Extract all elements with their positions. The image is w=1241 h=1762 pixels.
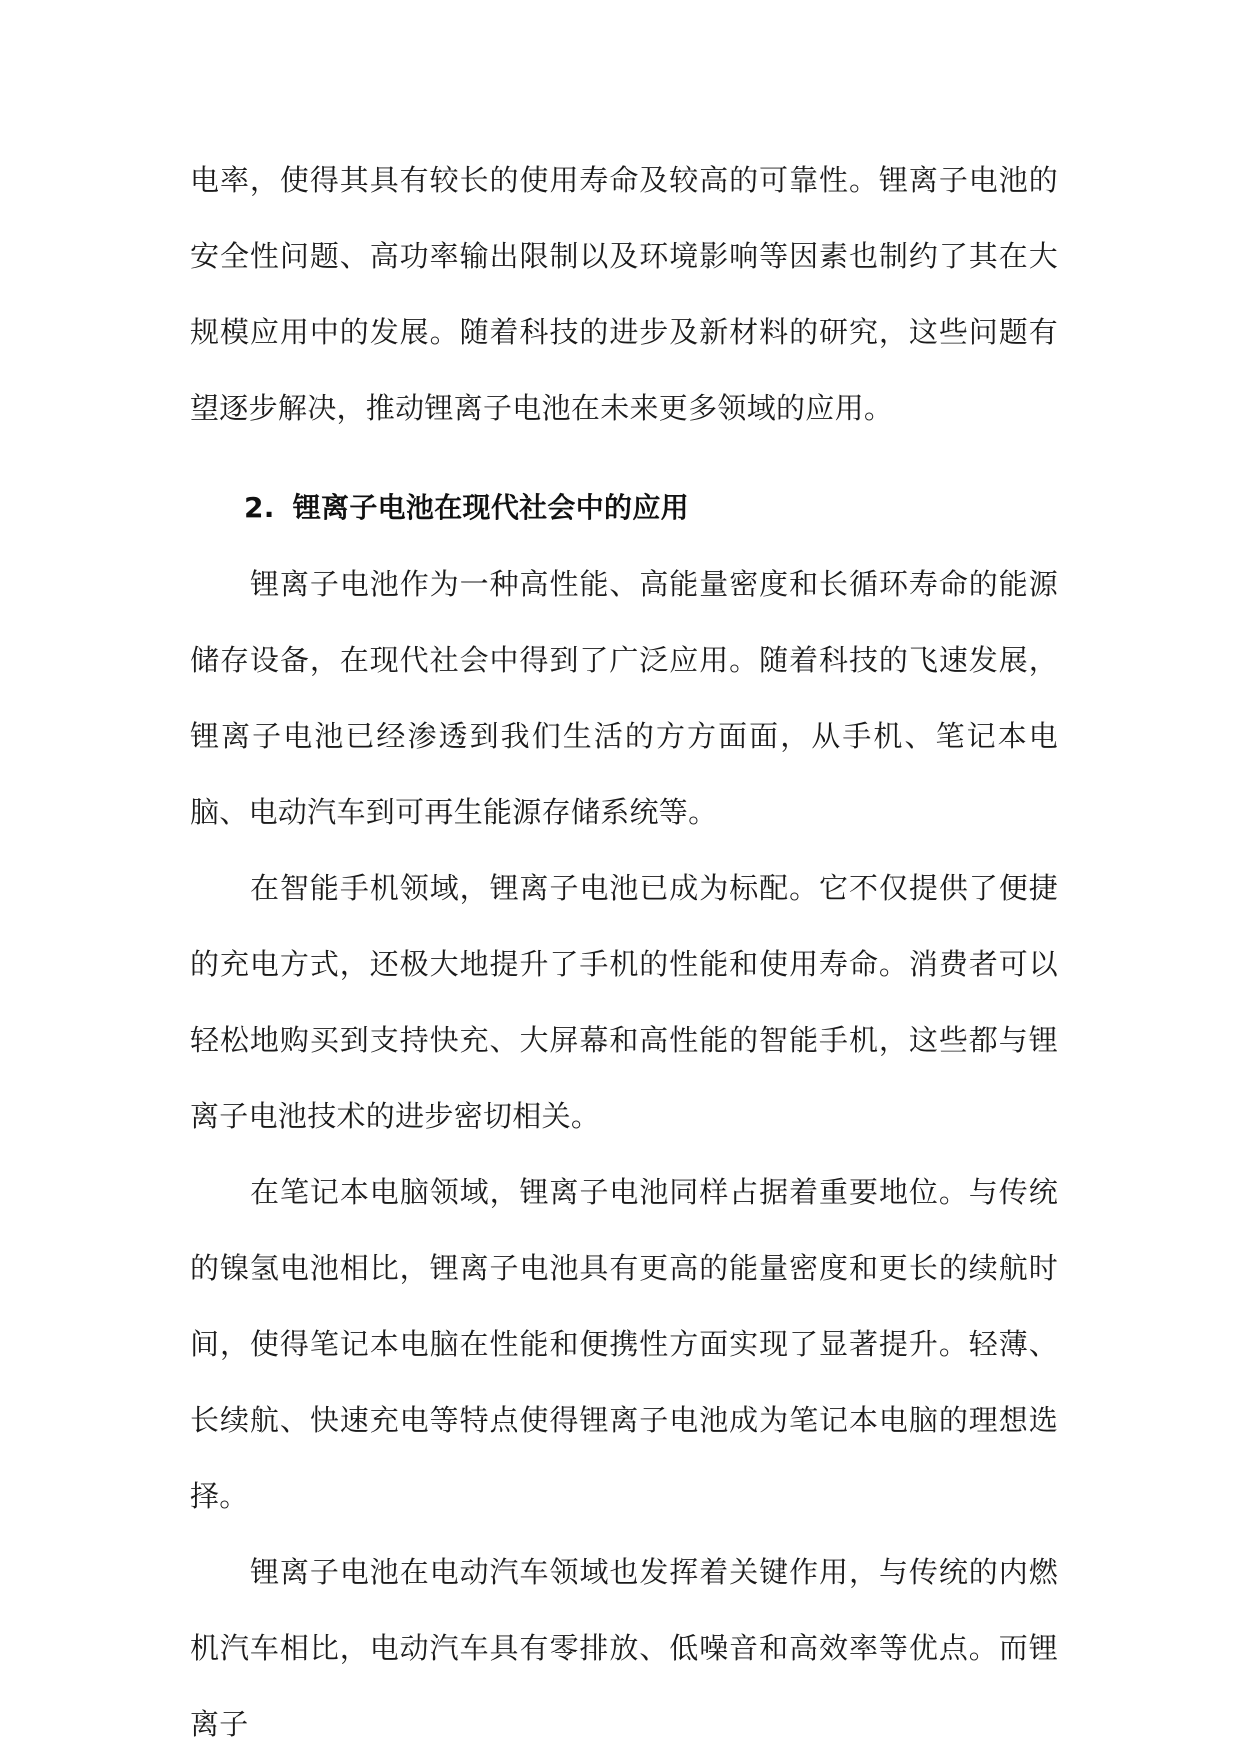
paragraph: 在笔记本电脑领域，锂离子电池同样占据着重要地位。与传统的镍氢电池相比，锂离子电池具有更高的能量密度和更长的续航时间，使得笔记本电脑在性能和便携性方面实现了显著提升。轻薄、长续航、快速充电等特点使得锂离子电池成为笔记本电脑的理想选择。 — [190, 1175, 1058, 1513]
document-body — [190, 142, 1058, 1762]
paragraph: 锂离子电池在电动汽车领域也发挥着关键作用，与传统的内燃机汽车相比，电动汽车具有零排放、低噪音和高效率等优点。而锂离子 — [190, 1555, 1058, 1741]
paragraph: 在智能手机领域，锂离子电池已成为标配。它不仅提供了便捷的充电方式，还极大地提升了手机的性能和使用寿命。消费者可以轻松地购买到支持快充、大屏幕和高性能的智能手机，这些都与锂离子电池技术的进步密切相关。 — [190, 871, 1058, 1133]
section-heading — [190, 470, 1058, 546]
section-number: 2. — [244, 491, 275, 524]
section-title: 锂离子电池在现代社会中的应用 — [292, 491, 689, 524]
paragraph-continuation: 电率，使得其具有较长的使用寿命及较高的可靠性。锂离子电池的安全性问题、高功率输出限制以及环境影响等因素也制约了其在大规模应用中的发展。随着科技的进步及新材料的研究，这些问题有望逐步解决，推动锂离子电池在未来更多领域的应用。 — [190, 163, 1058, 425]
paragraph: 锂离子电池作为一种高性能、高能量密度和长循环寿命的能源储存设备，在现代社会中得到了广泛应用。随着科技的飞速发展，锂离子电池已经渗透到我们生活的方方面面，从手机、笔记本电脑、电动汽车到可再生能源存储系统等。 — [190, 567, 1058, 829]
